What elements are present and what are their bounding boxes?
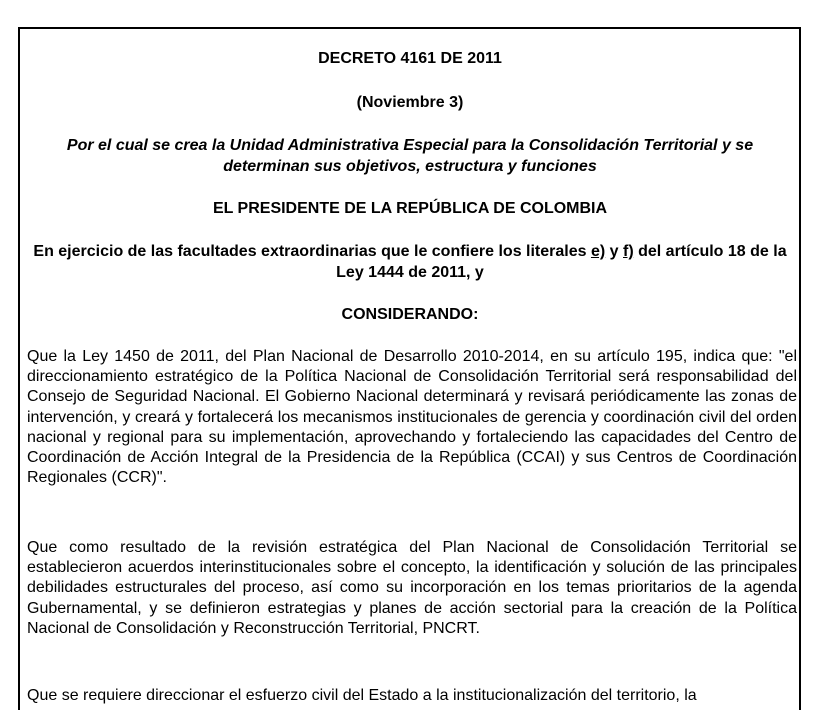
considering-heading: CONSIDERANDO:	[341, 306, 479, 323]
powers-text-after: del artículo 18 de la Ley 1444 de 2011, y	[336, 243, 787, 281]
literal-f: f)	[623, 243, 634, 260]
decree-title: DECRETO 4161 DE 2011	[318, 50, 502, 67]
powers-text-before: En ejercicio de las facultades extraordinarias que le confiere los literales	[33, 243, 591, 260]
powers-text-mid: y	[605, 243, 623, 260]
literal-e: e)	[590, 243, 606, 260]
paragraph-law-1450: Que la Ley 1450 de 2011, del Plan Nacional de Desarrollo 2010-2014, en su artículo 195, indica que: "el direccionamiento estratégico de la Política Nacional de Consolidación Territorial será responsabilidad del Consejo de Seguridad Nacional. El Gobierno Nacional determinará y revisará periódicamente las zonas de intervención, y creará y fortalecerá los mecanismos institucionales de gerencia y coordinación civil del orden nacional y regional para su implementación, aprovechando y fortaleciendo las capacidades del Centro de Coordinación de Acción Integral de la Presidencia de la República (CCAI) y sus Centros de Coordinación Regionales (CCR)".	[27, 348, 797, 487]
paragraph-civil-effort: Que se requiere direccionar el esfuerzo civil del Estado a la institucionalización del territorio, la	[27, 687, 697, 704]
decree-date: (Noviembre 3)	[356, 94, 464, 111]
decree-powers	[24, 241, 796, 283]
paragraph-strategic-review: Que como resultado de la revisión estratégica del Plan Nacional de Consolidación Territorial se establecieron acuerdos interinstitucionales sobre el concepto, la identificación y solución de las principales debilidades estructurales del proceso, así como su incorporación en los temas prioritarios de la agenda Gubernamental, y se definieron estrategias y planes de acción sectorial para la creación de la Política Nacional de Consolidación y Reconstrucción Territorial, PNCRT.	[27, 539, 797, 637]
decree-authority: EL PRESIDENTE DE LA REPÚBLICA DE COLOMBIA	[212, 200, 608, 217]
decree-purpose: Por el cual se crea la Unidad Administrativa Especial para la Consolidación Territorial y se determinan sus objetivos, estructura y funciones	[66, 137, 754, 175]
